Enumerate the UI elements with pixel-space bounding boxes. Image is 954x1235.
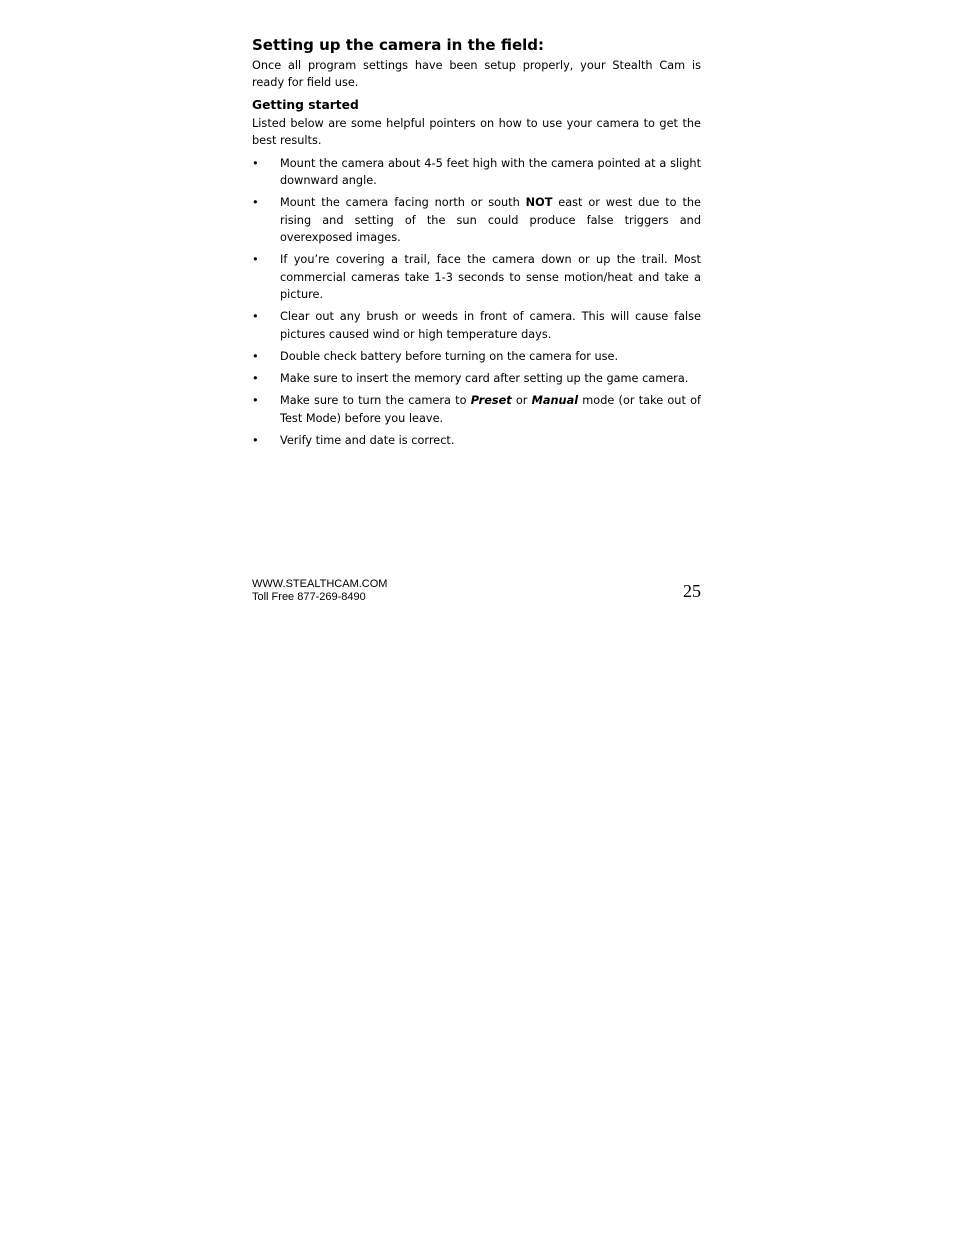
footer-contact	[252, 578, 387, 604]
list-item	[252, 370, 701, 387]
list-item-text: Make sure to insert the memory card after setting up the game camera.	[280, 372, 689, 386]
list-item-text	[280, 196, 701, 244]
bullet-icon: •	[252, 349, 259, 363]
emphasis-manual: Manual	[531, 394, 579, 408]
section-title: Setting up the camera in the field:	[252, 36, 544, 54]
list-item	[252, 392, 701, 427]
list-item	[252, 155, 701, 190]
list-item	[252, 194, 701, 246]
list-item-text: Mount the camera about 4-5 feet high with the camera pointed at a slight downward angle.	[280, 156, 701, 188]
bullet-icon: •	[252, 310, 259, 324]
list-item-text: Double check battery before turning on the camera for use.	[280, 349, 619, 363]
page-number: 25	[683, 581, 701, 601]
list-item-text: Verify time and date is correct.	[280, 433, 455, 447]
footer-website: WWW.STEALTHCAM.COM	[252, 578, 388, 590]
getting-started-heading: Getting started	[252, 97, 359, 112]
list-item-text: If you’re covering a trail, face the camera down or up the trail. Most commercial cameras take 1-3 seconds to sense motion/heat and take a picture.	[280, 253, 701, 302]
page-content	[252, 34, 701, 454]
bullet-icon: •	[252, 253, 259, 267]
list-item-text: Clear out any brush or weeds in front of camera. This will cause false pictures caused wind or high temperature days.	[280, 310, 701, 341]
tips-list	[252, 155, 701, 450]
getting-started-intro: Listed below are some helpful pointers on how to use your camera to get the best results.	[252, 116, 701, 148]
list-item-text-part: east or west due to the rising and setting of the sun could produce false triggers and overexposed images.	[280, 196, 701, 245]
list-item-text-part: Make sure to turn the camera to	[280, 394, 471, 408]
list-item-text-part: mode (or take out of Test Mode) before you leave.	[280, 394, 701, 425]
list-item	[252, 308, 701, 343]
bullet-icon: •	[252, 372, 259, 386]
list-item	[252, 251, 701, 303]
emphasis-preset: Preset	[470, 394, 512, 408]
list-item-text-part: Mount the camera facing north or south	[280, 196, 526, 210]
list-item	[252, 348, 701, 365]
footer-phone: Toll Free 877-269-8490	[252, 591, 366, 603]
section-intro: Once all program settings have been setup properly, your Stealth Cam is ready for field use.	[252, 59, 701, 90]
bullet-icon: •	[252, 156, 259, 170]
page-footer	[252, 578, 701, 608]
list-item-text	[280, 394, 701, 424]
list-item	[252, 432, 701, 449]
bullet-icon: •	[252, 433, 259, 447]
emphasis-not: NOT	[525, 196, 553, 210]
list-item-text-part: or	[511, 394, 532, 408]
bullet-icon: •	[252, 196, 259, 210]
bullet-icon: •	[252, 394, 259, 408]
